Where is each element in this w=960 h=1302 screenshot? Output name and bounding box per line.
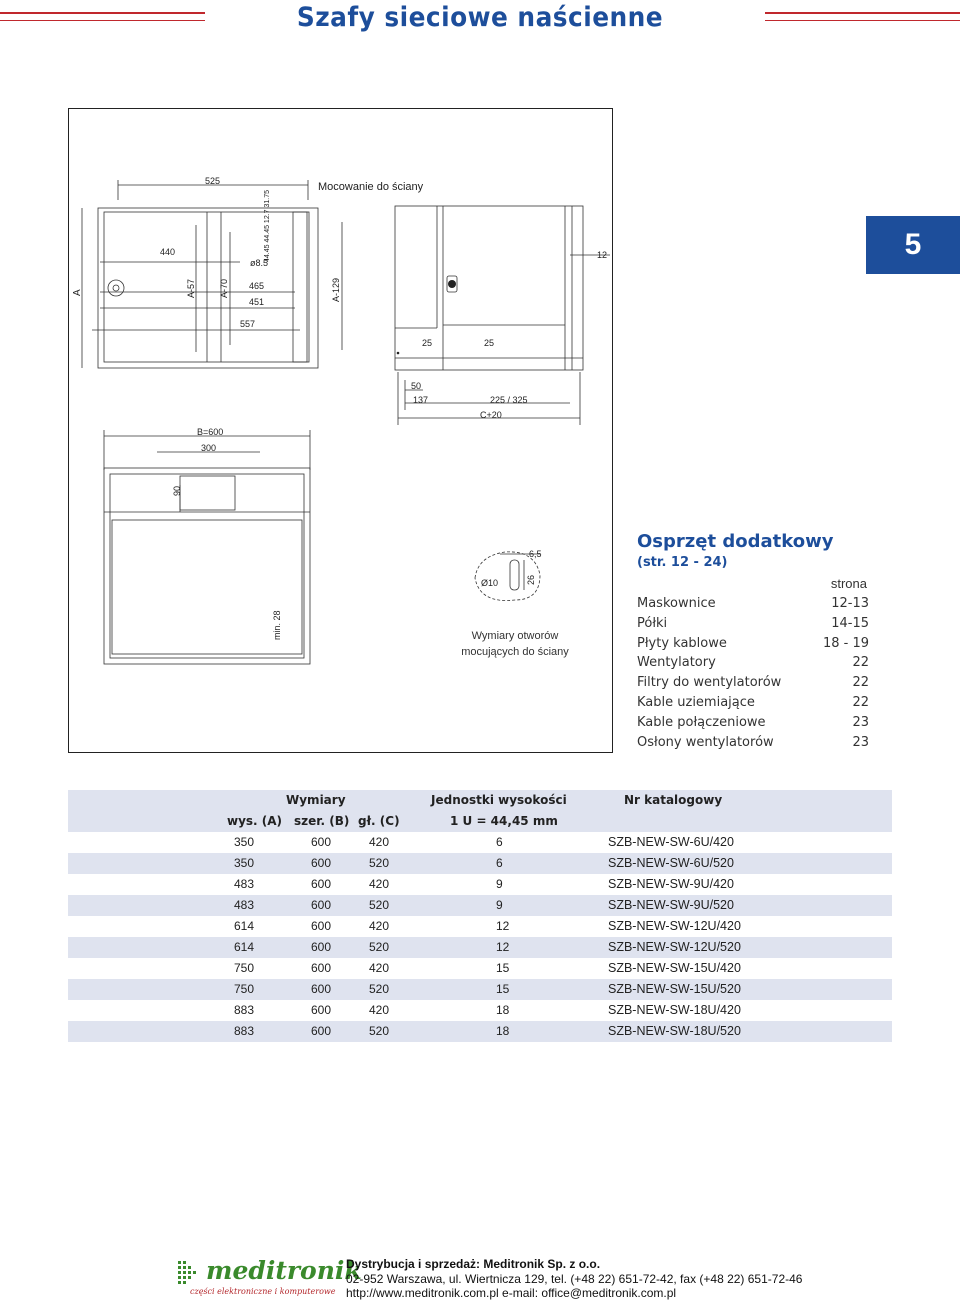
accessory-item [637, 596, 869, 616]
logo-wordmark: meditronik [206, 1256, 362, 1285]
hdr-width: szer. (B) [294, 814, 350, 828]
u-scale: 44.45 44.45 12.7 31.75 [264, 189, 271, 262]
table-group-header [68, 790, 892, 811]
cell-catalog: SZB-NEW-SW-12U/420 [608, 919, 741, 933]
cell-depth: 520 [369, 856, 390, 870]
accessory-name: Płyty kablowe [637, 635, 727, 651]
table-row [68, 937, 892, 958]
dim-300: 300 [201, 443, 217, 453]
cell-width: 600 [311, 856, 332, 870]
page-number-tab: 5 [866, 216, 960, 274]
mount-label: Mocowanie do ściany [318, 181, 424, 193]
footer-address: 02-952 Warszawa, ul. Wiertnicza 129, tel. (+48 22) 651-72-42, fax (+48 22) 651-72-46 [346, 1272, 803, 1286]
dim-min28: min. 28 [272, 610, 282, 640]
accessories-page-header: strona [830, 576, 867, 591]
accessory-page: 18 - 19 [822, 635, 869, 651]
cell-height: 483 [234, 898, 255, 912]
accessory-name: Półki [637, 615, 668, 631]
cell-units: 6 [496, 835, 503, 849]
dim-8-5: ø8.5 [250, 258, 269, 268]
cell-catalog: SZB-NEW-SW-9U/520 [608, 898, 734, 912]
cell-width: 600 [311, 835, 332, 849]
spec-table [68, 790, 892, 1042]
cell-width: 600 [311, 898, 332, 912]
accessory-name: Osłony wentylatorów [637, 734, 774, 750]
cell-catalog: SZB-NEW-SW-15U/520 [608, 982, 741, 996]
accessories-list [637, 596, 869, 754]
cell-height: 614 [234, 940, 255, 954]
cell-catalog: SZB-NEW-SW-9U/420 [608, 877, 734, 891]
accessory-page: 14-15 [831, 615, 869, 631]
hdr-height: wys. (A) [227, 814, 283, 828]
accessory-name: Kable uziemiające [637, 694, 755, 710]
accessory-page: 22 [852, 655, 869, 671]
cell-units: 6 [496, 856, 503, 870]
cell-depth: 420 [369, 919, 390, 933]
lock-symbol [108, 280, 124, 296]
footer-web: http://www.meditronik.com.pl e-mail: office@meditronik.com.pl [346, 1286, 677, 1300]
cell-height: 883 [234, 1003, 255, 1017]
dim-25b: 25 [484, 338, 495, 348]
cell-units: 15 [496, 961, 510, 975]
dim-c20: C+20 [480, 410, 502, 420]
table-row [68, 979, 892, 1000]
table-row [68, 1000, 892, 1021]
cell-height: 350 [234, 856, 255, 870]
accessory-page: 22 [852, 675, 869, 691]
accessories-title: Osprzęt dodatkowy [637, 531, 834, 552]
cell-catalog: SZB-NEW-SW-6U/520 [608, 856, 734, 870]
cell-depth: 420 [369, 835, 390, 849]
cell-width: 600 [311, 919, 332, 933]
cell-height: 750 [234, 982, 255, 996]
accessory-page: 12-13 [831, 596, 869, 611]
accessory-page: 22 [852, 694, 869, 710]
hdr-unit-def: 1 U = 44,45 mm [450, 814, 558, 828]
table-body [68, 832, 892, 1042]
cell-catalog: SZB-NEW-SW-12U/520 [608, 940, 741, 954]
hdr-depth: gł. (C) [358, 814, 400, 828]
hdr-catalog: Nr katalogowy [624, 793, 723, 807]
side-lock [448, 280, 456, 288]
dim-12: 12 [597, 250, 608, 260]
cell-depth: 520 [369, 940, 390, 954]
table-row [68, 895, 892, 916]
cell-depth: 420 [369, 961, 390, 975]
dim-50: 50 [411, 381, 422, 391]
cell-depth: 520 [369, 1024, 390, 1038]
dim-a: A [72, 289, 83, 296]
accessory-item [637, 715, 869, 735]
holes-label-line2: mocujących do ściany [461, 646, 569, 658]
cell-width: 600 [311, 1003, 332, 1017]
accessory-name: Kable połączeniowe [637, 714, 766, 730]
cell-units: 18 [496, 1003, 510, 1017]
cell-height: 614 [234, 919, 255, 933]
cell-catalog: SZB-NEW-SW-18U/420 [608, 1003, 741, 1017]
top-cutout [180, 476, 235, 510]
front-view-inner [104, 212, 309, 362]
cell-depth: 420 [369, 877, 390, 891]
cell-width: 600 [311, 877, 332, 891]
accessory-name: Filtry do wentylatorów [637, 675, 782, 691]
accessory-item [637, 695, 869, 715]
accessory-name: Wentylatory [637, 655, 716, 671]
dim-a-70: A-70 [219, 278, 229, 298]
cell-width: 600 [311, 1024, 332, 1038]
dim-6-5: 6,5 [529, 549, 542, 559]
dim-225: 225 / 325 [490, 395, 528, 405]
table-sub-header [68, 811, 892, 832]
hdr-units: Jednostki wysokości [431, 793, 567, 807]
table-row [68, 853, 892, 874]
accessory-item [637, 735, 869, 755]
dim-440: 440 [160, 247, 176, 257]
cell-units: 12 [496, 919, 510, 933]
accessory-item [637, 675, 869, 695]
dim-90: 90 [172, 485, 182, 496]
rail-strip [293, 212, 307, 362]
cell-width: 600 [311, 940, 332, 954]
cell-units: 18 [496, 1024, 510, 1038]
cell-height: 883 [234, 1024, 255, 1038]
cell-catalog: SZB-NEW-SW-15U/420 [608, 961, 741, 975]
dim-a-57: A-57 [186, 278, 196, 298]
cell-height: 750 [234, 961, 255, 975]
dim-525: 525 [205, 176, 221, 186]
cell-depth: 520 [369, 982, 390, 996]
cell-units: 15 [496, 982, 510, 996]
cell-units: 9 [496, 877, 503, 891]
cell-catalog: SZB-NEW-SW-18U/520 [608, 1024, 741, 1038]
cell-catalog: SZB-NEW-SW-6U/420 [608, 835, 734, 849]
accessories-subtitle: (str. 12 - 24) [637, 555, 728, 570]
dim-phi10: Ø10 [481, 578, 499, 588]
accessory-page: 23 [852, 734, 869, 750]
holes-label [455, 628, 575, 660]
front-view-outline [98, 208, 318, 368]
dim-26: 26 [526, 574, 536, 585]
cell-height: 350 [234, 835, 255, 849]
cell-height: 483 [234, 877, 255, 891]
accessory-page: 23 [852, 714, 869, 730]
dim-465: 465 [249, 281, 265, 291]
hdr-dimensions: Wymiary [286, 793, 346, 807]
table-row [68, 874, 892, 895]
table-row [68, 916, 892, 937]
dim-137: 137 [413, 395, 429, 405]
page-title: Szafy sieciowe naścienne [296, 2, 664, 33]
keyhole-slot [510, 560, 519, 590]
cell-width: 600 [311, 982, 332, 996]
accessory-name: Maskownice [637, 596, 716, 611]
accessory-item [637, 655, 869, 675]
dim-557: 557 [240, 319, 256, 329]
dim-25a: 25 [422, 338, 433, 348]
footer-distribution: Dystrybucja i sprzedaż: Meditronik Sp. z o.o. [346, 1257, 601, 1271]
cell-depth: 420 [369, 1003, 390, 1017]
cell-units: 12 [496, 940, 510, 954]
logo-tagline: części elektroniczne i komputerowe [190, 1287, 336, 1296]
holes-label-line1: Wymiary otworów [471, 630, 559, 642]
table-row [68, 958, 892, 979]
table-row [68, 1021, 892, 1042]
dim-a-129: A-129 [331, 277, 341, 302]
cell-width: 600 [311, 961, 332, 975]
table-row [68, 832, 892, 853]
dim-451: 451 [249, 297, 265, 307]
cell-depth: 520 [369, 898, 390, 912]
cell-units: 9 [496, 898, 503, 912]
accessory-item [637, 636, 869, 656]
accessory-item [637, 616, 869, 636]
dim-b600: B=600 [197, 427, 224, 437]
